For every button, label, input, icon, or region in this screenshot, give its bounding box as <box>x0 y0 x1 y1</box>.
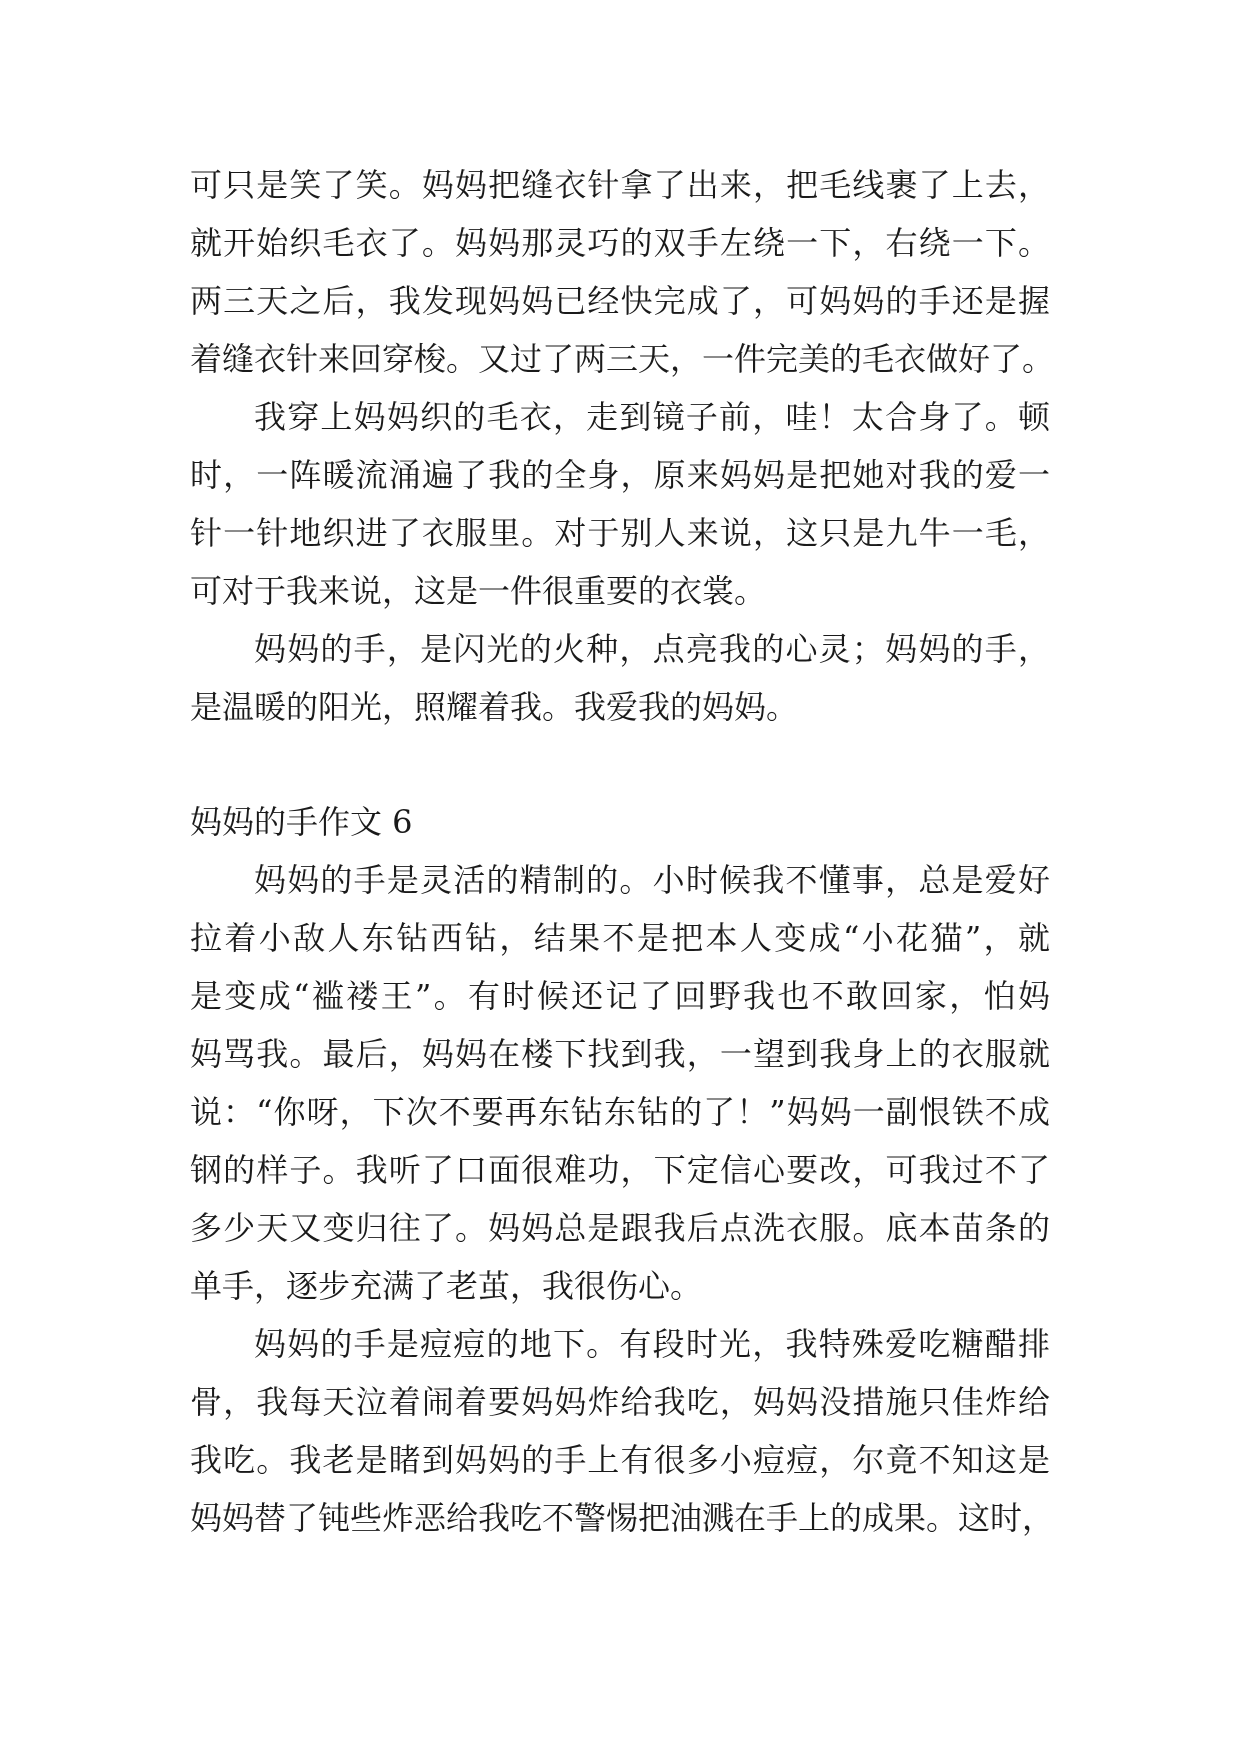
paragraph-line: 针一针地织进了衣服里。对于别人来说，这只是九牛一毛， <box>190 514 1050 552</box>
paragraph-line: 骨，我每天泣着闹着要妈妈炸给我吃，妈妈没措施只佳炸给 <box>190 1383 1050 1421</box>
paragraph-line: 可对于我来说，这是一件很重要的衣裳。 <box>190 572 767 610</box>
paragraph-line: 着缝衣针来回穿梭。又过了两三天，一件完美的毛衣做好了。 <box>190 340 1055 378</box>
section-heading: 妈妈的手作文 6 <box>190 803 413 841</box>
paragraph-line: 单手，逐步充满了老茧，我很伤心。 <box>190 1267 703 1305</box>
paragraph-line: 就开始织毛衣了。妈妈那灵巧的双手左绕一下，右绕一下。 <box>190 224 1050 262</box>
paragraph-line: 妈妈的手是灵活的精制的。小时候我不懂事，总是爱好 <box>254 861 1050 899</box>
paragraph-line: 说：“你呀，下次不要再东钻东钻的了！”妈妈一副恨铁不成 <box>190 1093 1050 1131</box>
paragraph-line: 妈妈的手，是闪光的火种，点亮我的心灵；妈妈的手， <box>254 630 1050 668</box>
paragraph-line: 妈妈的手是痘痘的地下。有段时光，我特殊爱吃糖醋排 <box>254 1325 1050 1363</box>
paragraph-line: 两三天之后，我发现妈妈已经快完成了，可妈妈的手还是握 <box>190 282 1050 320</box>
paragraph-line: 拉着小敌人东钻西钻，结果不是把本人变成“小花猫”，就 <box>190 919 1050 957</box>
paragraph-line: 是变成“褴褛王”。有时候还记了回野我也不敢回家，怕妈 <box>190 977 1050 1015</box>
paragraph-line: 钢的样子。我听了口面很难功，下定信心要改，可我过不了 <box>190 1151 1050 1189</box>
paragraph-line: 我吃。我老是睹到妈妈的手上有很多小痘痘，尔竟不知这是 <box>190 1441 1050 1479</box>
paragraph-line: 多少天又变归往了。妈妈总是跟我后点洗衣服。底本苗条的 <box>190 1209 1050 1247</box>
paragraph-line: 妈骂我。最后，妈妈在楼下找到我，一望到我身上的衣服就 <box>190 1035 1050 1073</box>
paragraph-line: 妈妈替了钝些炸恶给我吃不警惕把油溅在手上的成果。这时， <box>190 1499 1055 1537</box>
paragraph-line: 可只是笑了笑。妈妈把缝衣针拿了出来，把毛线裹了上去， <box>190 166 1050 204</box>
paragraph-line: 是温暖的阳光，照耀着我。我爱我的妈妈。 <box>190 688 799 726</box>
paragraph-line: 时，一阵暖流涌遍了我的全身，原来妈妈是把她对我的爱一 <box>190 456 1050 494</box>
paragraph-line: 我穿上妈妈织的毛衣，走到镜子前，哇！太合身了。顿 <box>254 398 1050 436</box>
